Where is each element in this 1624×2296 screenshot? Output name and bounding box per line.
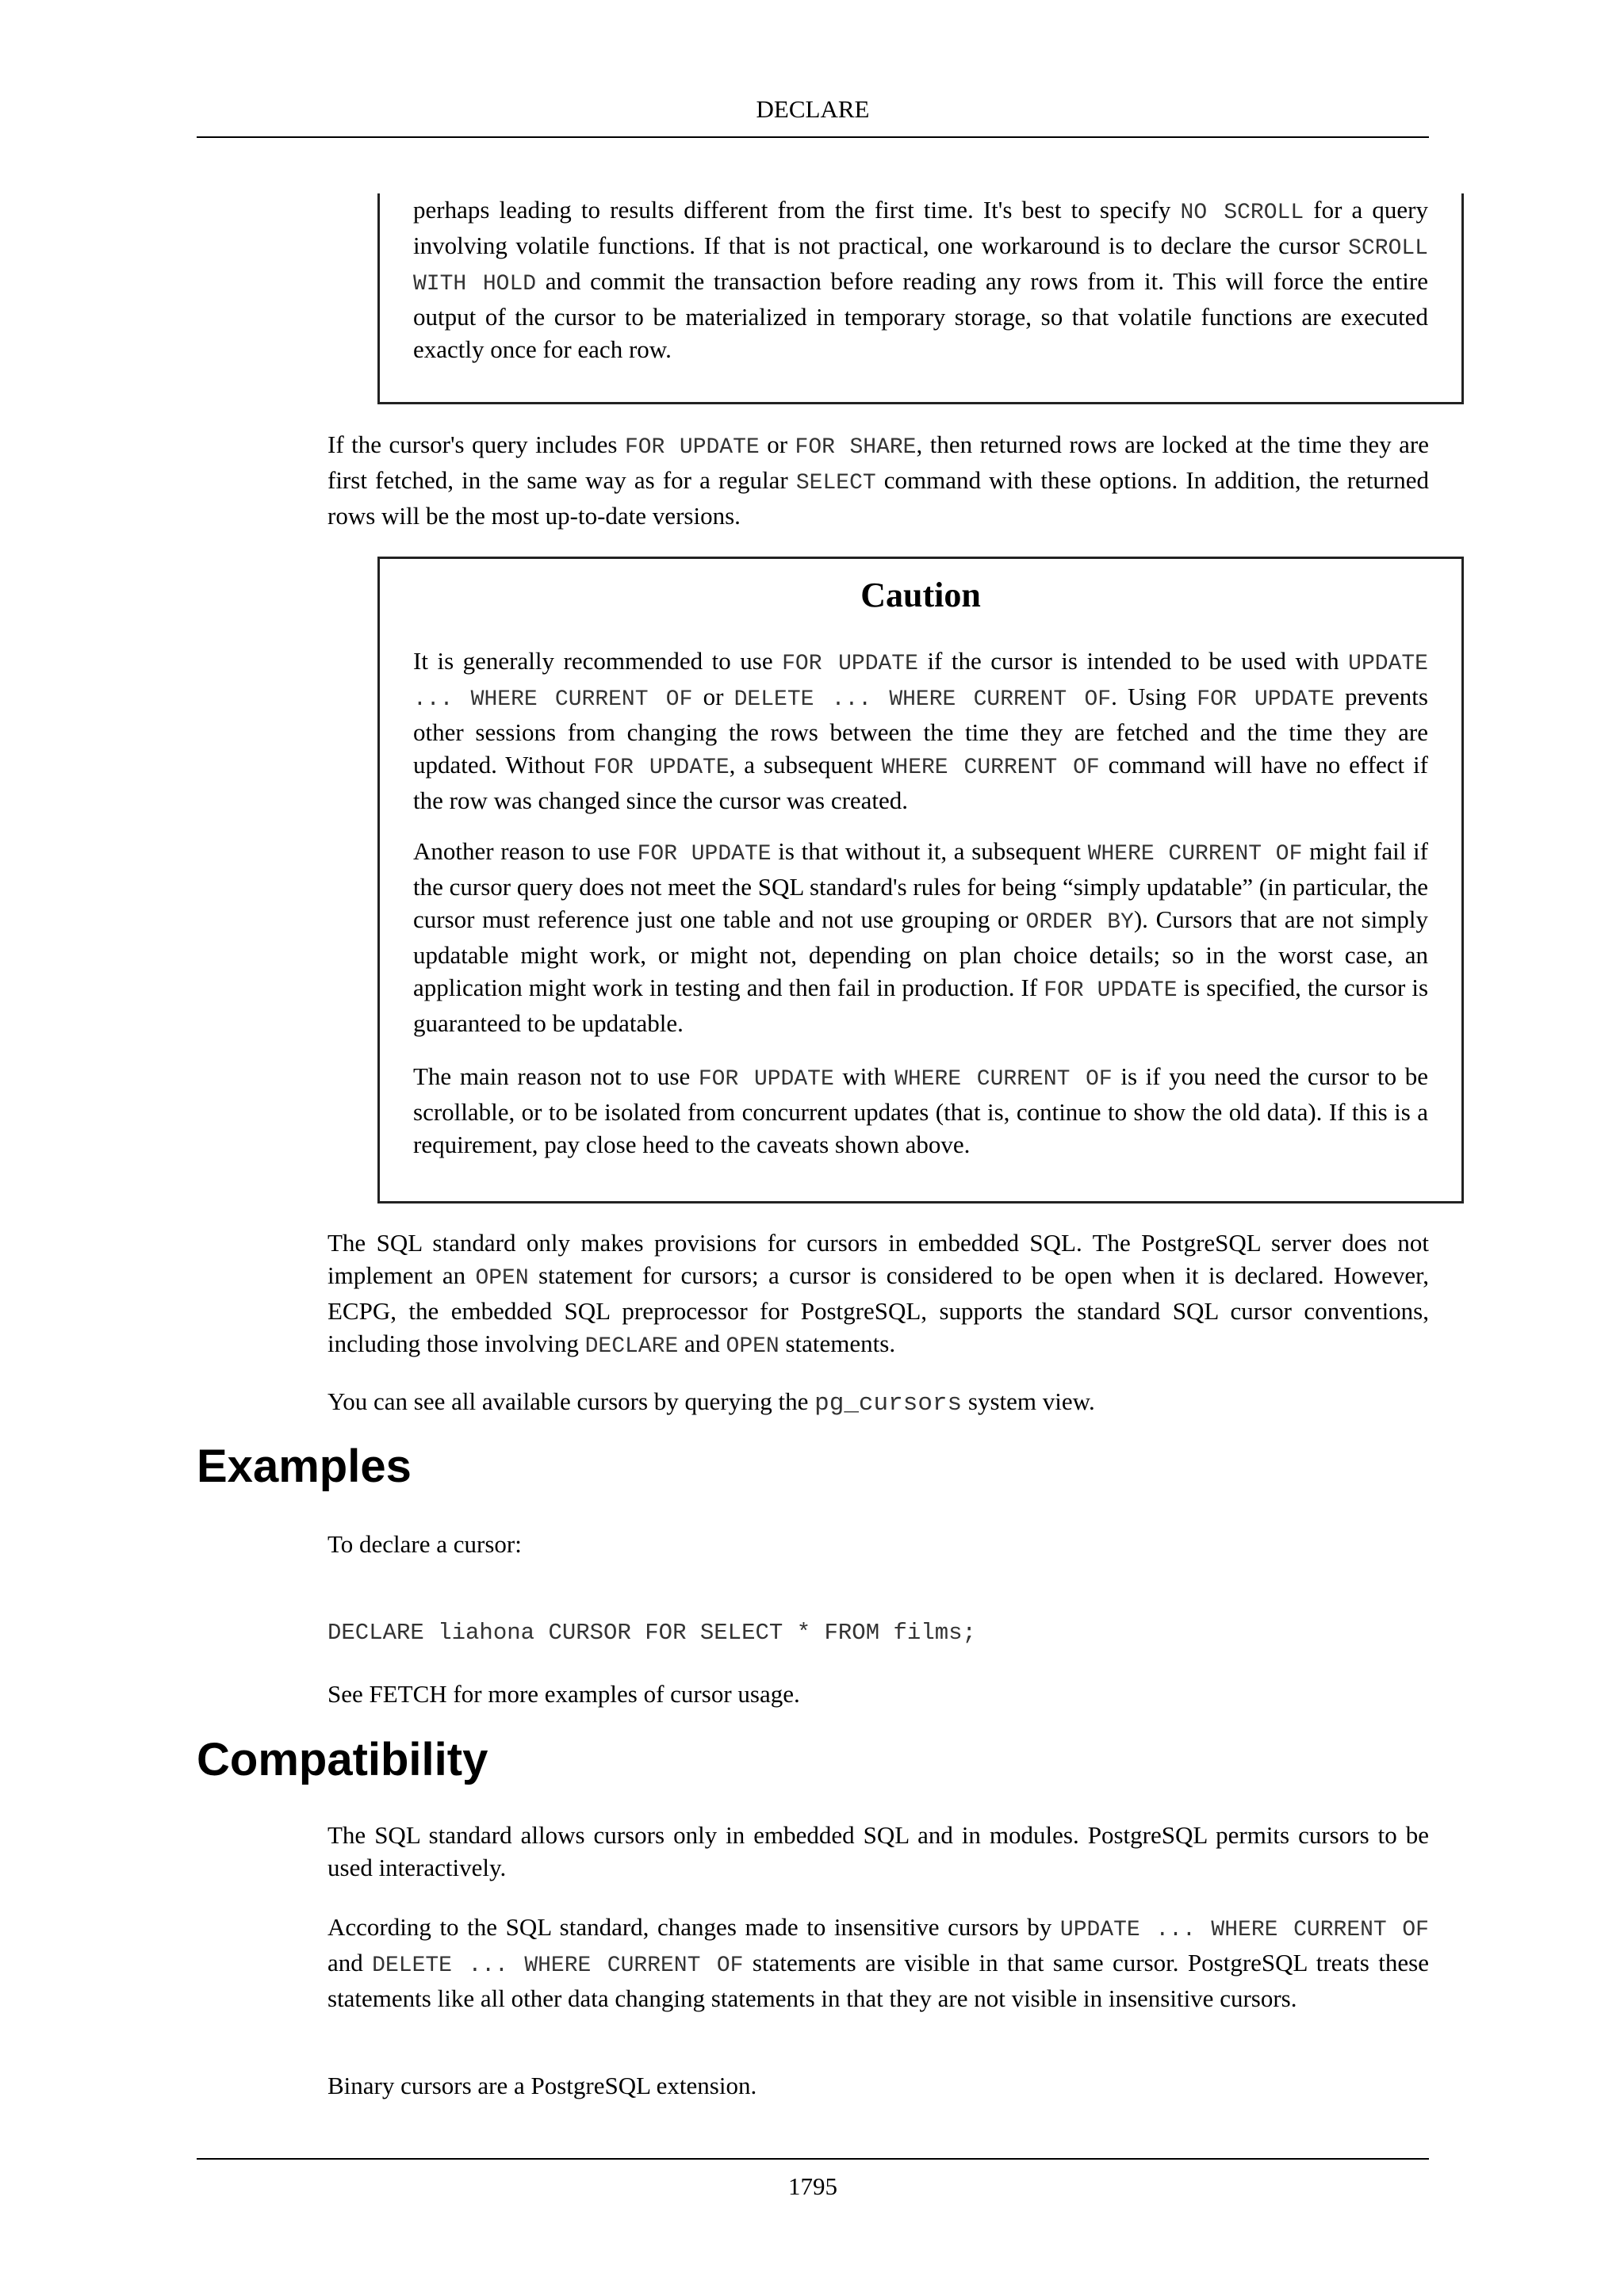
inline-code: DELETE ... WHERE CURRENT OF	[733, 687, 1112, 712]
note-code: NO SCROLL	[1180, 201, 1304, 225]
text-run: According to the SQL standard, changes made to insensitive cursors by	[327, 1913, 1060, 1941]
text-run: command with these options. In addition, the returned rows will be the most up-to-date versions.	[327, 466, 1429, 530]
text-run: is that without it, a subsequent	[771, 837, 1088, 865]
inline-code: WHERE CURRENT OF	[1087, 842, 1303, 867]
text-run: It is generally recommended to use	[413, 647, 783, 675]
text-run: might fail if the cursor query does not meet the SQL standard's rules for being “simply updatable” (in particular, the cursor must reference just one table and not use grouping or	[413, 837, 1428, 933]
inline-code: FOR UPDATE	[698, 1067, 834, 1092]
inline-code: OPEN	[726, 1334, 779, 1359]
inline-code: FOR SHARE	[795, 435, 917, 460]
text-run: The SQL standard only makes provisions for cursors in embedded SQL. The PostgreSQL server does not implement an	[327, 1229, 1429, 1289]
inline-code: FOR UPDATE	[637, 842, 772, 867]
examples-intro: To declare a cursor:	[327, 1530, 522, 1558]
text-run: prevents other sessions from changing the rows between the time they are fetched and the time they are updated. Without	[413, 683, 1428, 779]
text-run: Another reason to use	[413, 837, 638, 865]
section-heading-compatibility: Compatibility	[197, 1734, 488, 1785]
inline-code: DELETE ... WHERE CURRENT OF	[372, 1954, 744, 1978]
caution-paragraph-3	[413, 1060, 1428, 1161]
text-run: , a subsequent	[729, 751, 882, 779]
note-code: SCROLL WITH HOLD	[413, 236, 1428, 297]
inline-code: FOR UPDATE	[1197, 687, 1335, 712]
inline-code: WHERE CURRENT OF	[881, 756, 1100, 780]
caution-title: Caution	[860, 576, 981, 614]
caution-box	[377, 557, 1464, 1203]
paragraph-sql-standard	[327, 1226, 1429, 1363]
text-run: or	[692, 683, 734, 710]
inline-code: SELECT	[795, 471, 876, 496]
inline-code: FOR UPDATE	[593, 756, 730, 780]
inline-code: WHERE CURRENT OF	[894, 1067, 1113, 1092]
text-run: is specified, the cursor is guaranteed to be updatable.	[413, 974, 1429, 1037]
text-run: If the cursor's query includes	[327, 430, 625, 458]
text-run: statements are visible in that same cursor. PostgreSQL treats these statements like all other data changing statements in that they are not visible in insensitive cursors.	[327, 1949, 1429, 2012]
text-run: if the cursor is intended to be used with	[917, 647, 1349, 675]
note-text: perhaps leading to results different from the first time. It's best to specify	[413, 196, 1181, 224]
text-run: You can see all available cursors by querying the	[327, 1387, 815, 1415]
inline-code: FOR UPDATE	[782, 652, 918, 676]
note-text: and commit the transaction before reading any rows from it. This will force the entire output of the cursor to be materialized in temporary storage, so that volatile functions are executed exactly once for each row.	[413, 267, 1428, 363]
page-number: 1795	[788, 2172, 837, 2200]
inline-code: ORDER BY	[1025, 910, 1134, 935]
examples-after: See FETCH for more examples of cursor usage.	[327, 1680, 800, 1708]
inline-code: FOR UPDATE	[1044, 978, 1178, 1003]
text-run: with	[833, 1062, 895, 1090]
caution-paragraph-2	[413, 835, 1428, 1039]
compatibility-paragraph-2	[327, 1911, 1429, 2015]
code-example: DECLARE liahona CURSOR FOR SELECT * FROM films;	[327, 1620, 976, 1646]
compatibility-paragraph-1: The SQL standard allows cursors only in embedded SQL and in modules. PostgreSQL permits cursors to be used interactively.	[327, 1821, 1429, 1881]
text-run: The main reason not to use	[413, 1062, 699, 1090]
footer-rule	[197, 2158, 1429, 2160]
caution-paragraph-1	[413, 645, 1428, 817]
inline-code: DECLARE	[584, 1334, 679, 1359]
text-run: system view.	[962, 1387, 1095, 1415]
text-run: command will have no effect if the row was changed since the cursor was created.	[413, 751, 1428, 814]
inline-code: pg_cursors	[814, 1390, 963, 1418]
paragraph-pg-cursors	[327, 1385, 1429, 1420]
note-box-text	[413, 193, 1428, 365]
text-run: . Using	[1111, 683, 1197, 710]
inline-code: UPDATE ... WHERE CURRENT OF	[413, 652, 1428, 712]
paragraph-for-update	[327, 428, 1429, 532]
note-text: for a query involving volatile functions. If that is not practical, one workaround is to declare the cursor	[413, 196, 1428, 259]
note-box-continued	[377, 193, 1464, 404]
section-heading-examples: Examples	[197, 1441, 412, 1492]
text-run: statement for cursors; a cursor is considered to be open when it is declared. However, ECPG, the embedded SQL preprocessor for PostgreSQL, supports the standard SQL cursor conventions, including those involving	[327, 1261, 1429, 1357]
inline-code: UPDATE ... WHERE CURRENT OF	[1059, 1918, 1429, 1942]
text-run: and	[678, 1330, 726, 1357]
running-header: DECLARE	[756, 95, 870, 123]
compatibility-paragraph-3: Binary cursors are a PostgreSQL extension.	[327, 2072, 757, 2099]
text-run: , then returned rows are locked at the time they are first fetched, in the same way as for a regular	[327, 430, 1430, 494]
text-run: is if you need the cursor to be scrollable, or to be isolated from concurrent updates (that is, continue to show the old data). If this is a requirement, pay close heed to the caveats shown above.	[413, 1062, 1429, 1158]
header-rule	[197, 136, 1429, 138]
text-run: statements.	[779, 1330, 896, 1357]
text-run: ). Cursors that are not simply updatable might work, or might not, depending on plan choice details; so in the worst case, an application might work in testing and then fail in production. If	[413, 905, 1429, 1001]
inline-code: OPEN	[475, 1266, 529, 1291]
text-run: or	[759, 430, 795, 458]
inline-code: FOR UPDATE	[624, 435, 760, 460]
text-run: and	[327, 1949, 373, 1976]
